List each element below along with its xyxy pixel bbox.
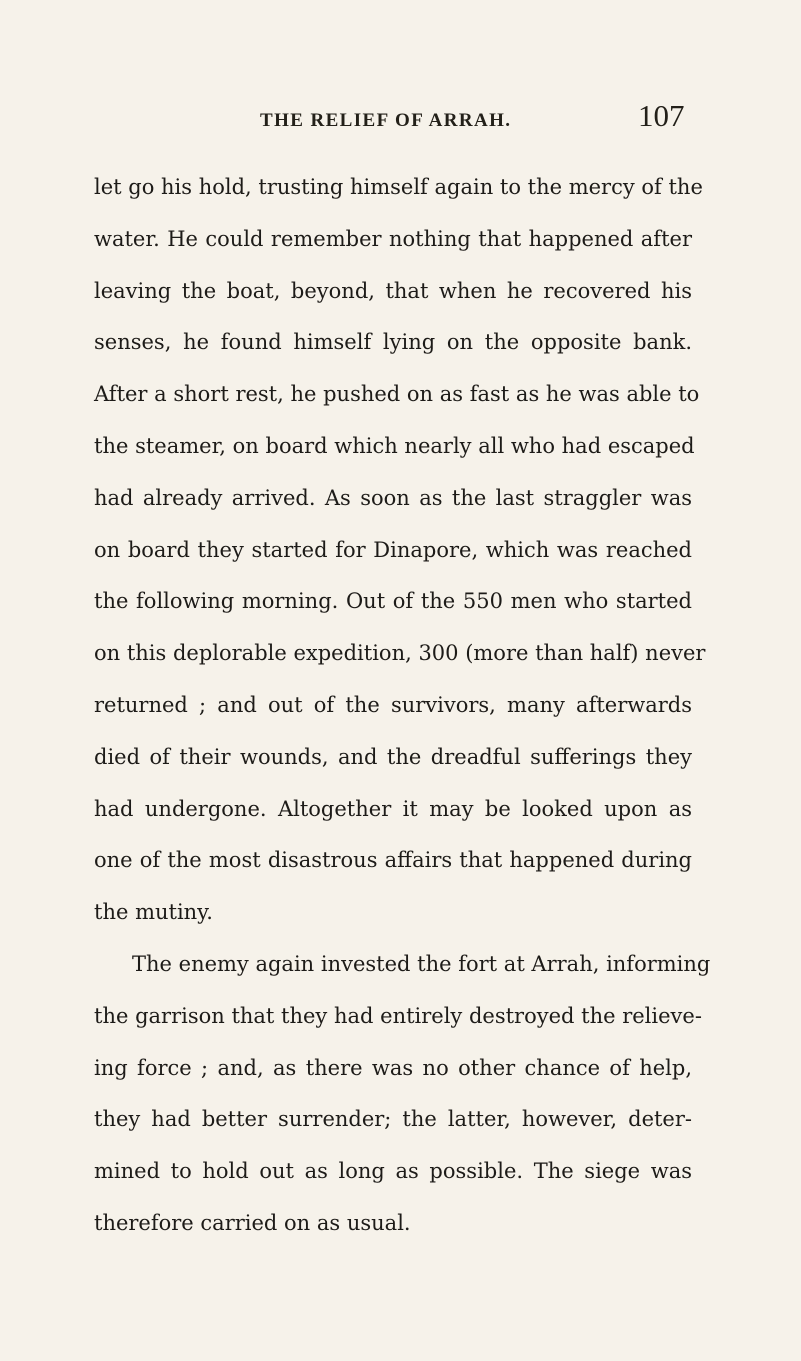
text-line: The enemy again invested the fort at Arrah, informing: [132, 951, 711, 976]
text-line: the garrison that they had entirely destroyed the relieve-: [94, 1003, 702, 1028]
text-line: had undergone. Altogether it may be looked upon as: [94, 796, 692, 821]
text-line: returned ; and out of the survivors, many afterwards: [94, 692, 692, 717]
text-line: the mutiny.: [94, 900, 213, 925]
text-line: the steamer, on board which nearly all who had escaped: [94, 433, 695, 458]
text-line: on this deplorable expedition, 300 (more than half) never: [94, 641, 706, 666]
page-number: 107: [638, 98, 685, 133]
text-line: died of their wounds, and the dreadful sufferings they: [94, 744, 692, 769]
text-line: ing force ; and, as there was no other chance of help,: [94, 1055, 692, 1080]
running-title: THE RELIEF OF ARRAH.: [260, 110, 512, 131]
text-line: the following morning. Out of the 550 men who started: [94, 589, 692, 614]
text-line: they had better surrender; the latter, however, deter-: [94, 1107, 692, 1132]
text-line: had already arrived. As soon as the last straggler was: [94, 485, 692, 510]
text-line: one of the most disastrous affairs that happened during: [94, 848, 692, 873]
text-line: After a short rest, he pushed on as fast as he was able to: [94, 382, 700, 407]
text-line: let go his hold, trusting himself again to the mercy of the: [94, 175, 703, 199]
text-line: therefore carried on as usual.: [94, 1210, 411, 1235]
text-line: mined to hold out as long as possible. The siege was: [94, 1159, 692, 1184]
text-line: on board they started for Dinapore, which was reached: [94, 537, 692, 562]
text-line: water. He could remember nothing that happened after: [94, 226, 692, 251]
text-line: leaving the boat, beyond, that when he recovered his: [94, 278, 692, 303]
text-line: senses, he found himself lying on the opposite bank.: [94, 330, 692, 355]
body-text: [94, 162, 711, 1250]
